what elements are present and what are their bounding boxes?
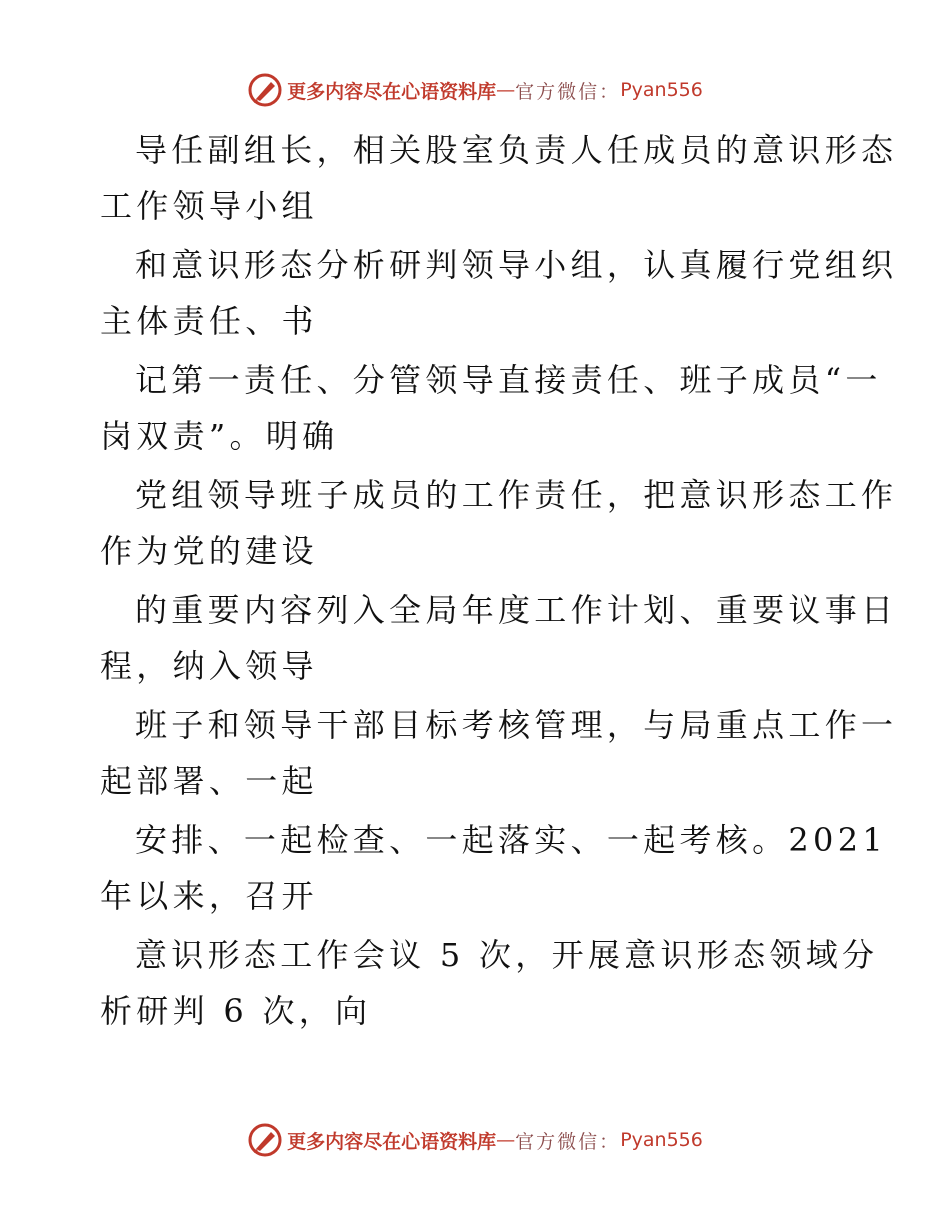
body-line: 岗双责”。明确: [100, 417, 339, 455]
body-line: 的重要内容列入全局年度工作计划、重要议事日: [135, 591, 898, 629]
body-line: 安排、一起检查、一起落实、一起考核。2021: [135, 821, 888, 859]
pen-logo-icon: [247, 72, 283, 108]
body-line: 年以来，召开: [100, 877, 318, 915]
body-line: 工作领导小组: [100, 187, 318, 225]
header-brand-text: 更多内容尽在心语资料库: [287, 80, 497, 103]
footer-brand-text: 更多内容尽在心语资料库: [287, 1130, 497, 1153]
body-line: 程，纳入领导: [100, 647, 318, 685]
header-dash: —: [496, 79, 516, 101]
header-wechat-label: 官方微信：: [515, 80, 621, 103]
footer-wechat-label: 官方微信：: [515, 1130, 621, 1153]
body-line: 意识形态工作会议 5 次，开展意识形态领域分: [135, 936, 879, 974]
footer-dash: —: [496, 1129, 516, 1151]
body-line: 党组领导班子成员的工作责任，把意识形态工作: [135, 476, 898, 514]
header-wechat-id: Pyan556: [620, 79, 703, 101]
body-line: 起部署、一起: [100, 762, 318, 800]
footer-wechat-id: Pyan556: [620, 1129, 703, 1151]
body-line: 主体责任、书: [100, 302, 318, 340]
body-line: 班子和领导干部目标考核管理，与局重点工作一: [135, 706, 898, 744]
pen-logo-icon: [247, 1122, 283, 1158]
header-banner: [0, 70, 950, 110]
body-line: 导任副组长，相关股室负责人任成员的意识形态: [135, 131, 898, 169]
body-line: 析研判 6 次，向: [100, 992, 372, 1030]
footer-banner: [0, 1120, 950, 1160]
body-line: 记第一责任、分管领导直接责任、班子成员“一: [135, 361, 882, 399]
body-line: 作为党的建设: [100, 532, 318, 570]
body-line: 和意识形态分析研判领导小组，认真履行党组织: [135, 246, 898, 284]
